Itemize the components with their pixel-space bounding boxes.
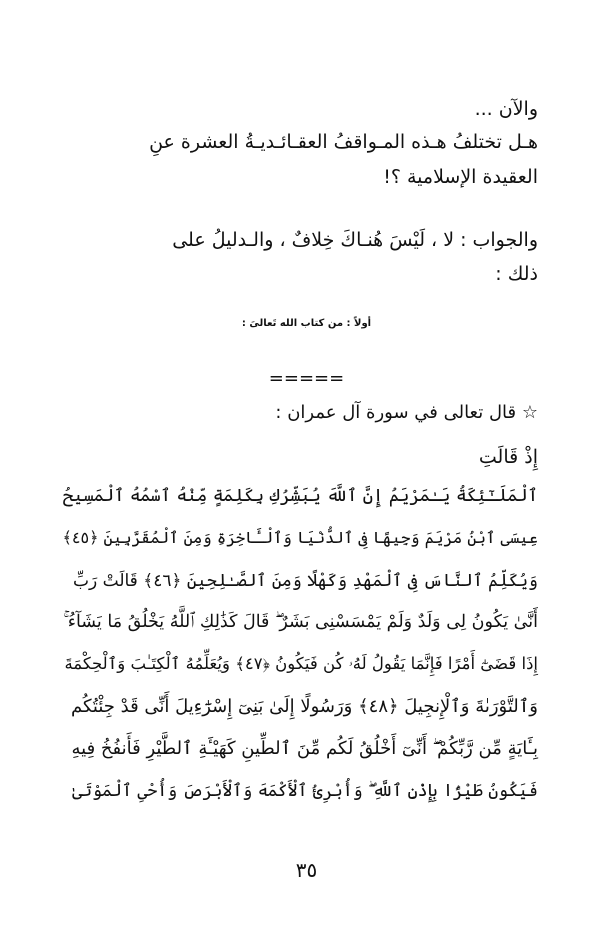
quran-line: إِذَا قَضَىٰٓ أَمْرًا فَإِنَّمَا يَقُولُ لَهُۥ كُن فَيَكُونُ ﴿٤٧﴾ وَيُعَلِّمُهُ ٱلْكِتَـٰبَ وَٱلْحِكْمَةَ (64, 654, 538, 673)
quran-line: ٱلْمَلَـٰٓئِكَةُ يَـٰمَرْيَمُ إِنَّ ٱللَّهَ يُبَشِّرُكِ بِكَلِمَةٍ مِّنْهُ ٱسْمُهُ ٱلْمَسِيحُ (62, 486, 538, 506)
quran-line: إِذْ قَالَتِ (478, 446, 538, 468)
section-heading: أولاً : من كتاب الله تَعالىَ : (241, 318, 372, 329)
question-line-1: هـل تختلفُ هـذه المـواقفُ العقـائـديـةُ العشرة عنِ (149, 131, 538, 153)
answer-line-2: ذلك : (495, 263, 538, 285)
quran-line: عِيسَى ٱبْنُ مَرْيَمَ وَجِيهًا فِى ٱلدُّنْيَا وَٱلْـَٔاخِرَةِ وَمِنَ ٱلْمُقَرَّبِينَ ﴿٤٥﴾ (62, 528, 538, 547)
heading-separator: ===== (268, 368, 345, 389)
surah-intro: ☆ قال تعالى في سورة آل عمران : (275, 402, 538, 423)
quran-line: فَيَكُونُ طَيْرًۢا بِإِذْنِ ٱللَّهِ ۖ وَأُبْرِئُ ٱلْأَكْمَهَ وَٱلْأَبْرَصَ وَأُحْىِ ٱلْمَوْتَىٰ (72, 781, 538, 801)
quran-line: وَٱلتَّوْرَىٰةَ وَٱلْإِنجِيلَ ﴿٤٨﴾ وَرَسُولًا إِلَىٰ بَنِىٓ إِسْرَٰٓءِيلَ أَنِّى قَدْ جِئْتُكُم (70, 696, 538, 717)
intro-line: والآن ... (474, 98, 538, 120)
quran-line: أَنَّىٰ يَكُونُ لِى وَلَدٌ وَلَمْ يَمْسَسْنِى بَشَرٌ ۖ قَالَ كَذَٰلِكِ ٱللَّهُ يَخْلُقُ مَا يَشَآءُ ۚ (63, 612, 538, 632)
quran-line: بِـَٔايَةٍ مِّن رَّبِّكُمْ ۖ أَنِّىٓ أَخْلُقُ لَكُم مِّنَ ٱلطِّينِ كَهَيْـَٔةِ ٱلطَّيْرِ فَأَنفُخُ فِيهِ (71, 738, 538, 759)
question-line-2: العقيدة الإسلامية ؟! (383, 166, 538, 188)
answer-line-1: والجواب : لا ، لَيْسَ هُنـاكَ خِلافٌ ، والـدليلُ على (172, 229, 538, 251)
page-number: ٣٥ (295, 858, 318, 882)
quran-line: وَيُكَلِّمُ ٱلنَّاسَ فِى ٱلْمَهْدِ وَكَهْلًا وَمِنَ ٱلصَّـٰلِحِينَ ﴿٤٦﴾ قَالَتْ رَبِّ (73, 571, 538, 591)
